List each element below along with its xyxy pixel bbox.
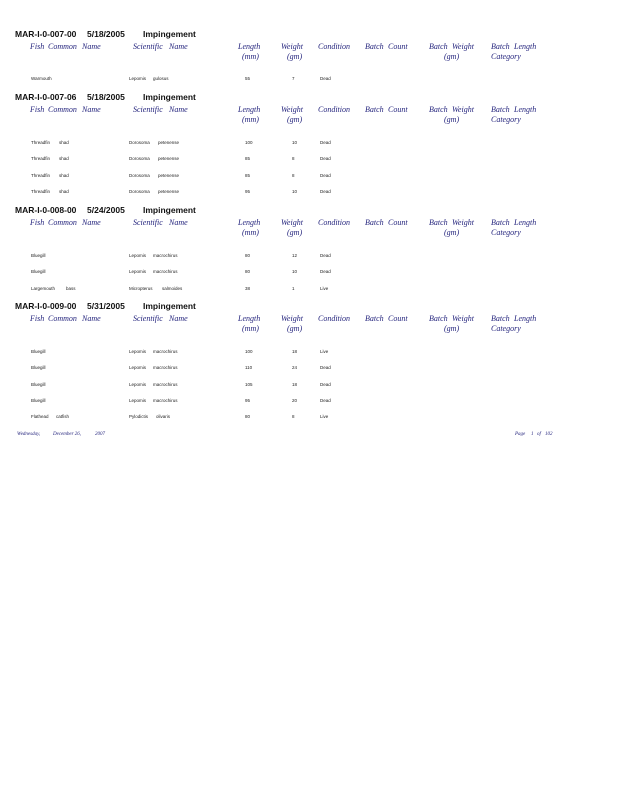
common-name-cell: Flathead	[31, 414, 49, 420]
condition-cell: Dead	[320, 172, 331, 178]
col-scientific-word: Scientific	[133, 218, 163, 227]
col-length-unit: (mm)	[242, 228, 259, 237]
condition-cell: Live	[320, 285, 329, 291]
col-batch-length-word: Length	[514, 218, 537, 227]
col-batch-word: Batch	[365, 105, 384, 114]
col-sci-name-word: Name	[169, 218, 188, 227]
weight-cell: 1	[292, 285, 295, 291]
col-count-word: Count	[388, 105, 408, 114]
scientific-genus-cell: Lepomis	[129, 76, 147, 81]
footer-day: Wednesday,	[17, 432, 41, 437]
col-weight-unit: (gm)	[287, 52, 303, 61]
scientific-genus-cell: Micropterus	[129, 285, 153, 291]
col-batch-weight-word: Weight	[452, 105, 474, 114]
col-batch-word: Batch	[365, 218, 384, 227]
scientific-species-cell: macrochirus	[153, 397, 178, 403]
footer-month-day: December 26,	[53, 432, 82, 437]
table-row	[0, 349, 618, 359]
common-name-cell: Threadfin	[31, 156, 51, 162]
report-section	[0, 29, 618, 92]
col-batch-w-word: Batch	[429, 105, 448, 114]
scientific-species-cell: macrochirus	[153, 349, 178, 354]
scientific-species-cell: macrochirus	[153, 381, 178, 387]
col-weight-unit: (gm)	[287, 324, 303, 333]
col-name-word: Name	[82, 105, 101, 114]
table-row	[0, 382, 618, 392]
col-common-word: Common	[48, 42, 77, 51]
scientific-genus-cell: Lepomis	[129, 349, 147, 354]
col-common-word: Common	[48, 105, 77, 114]
sample-type: Impingement	[143, 205, 196, 215]
col-length-word: Length	[238, 42, 261, 51]
col-length-word: Length	[238, 218, 261, 227]
table-row	[0, 156, 618, 166]
common-name-cell-2: bass	[66, 285, 76, 291]
col-fish-word: Fish	[30, 314, 45, 323]
weight-cell: 8	[292, 172, 295, 178]
sample-id: MAR-I-0-007-06	[15, 92, 77, 102]
length-cell: 80	[245, 269, 251, 275]
table-row	[0, 398, 618, 408]
col-batch-weight-word: Weight	[452, 218, 474, 227]
common-name-cell: Warmouth	[31, 76, 52, 81]
scientific-species-cell: macrochirus	[153, 253, 178, 258]
scientific-genus-cell: Lepomis	[129, 365, 147, 371]
table-row	[0, 414, 618, 424]
common-name-cell: Threadfin	[31, 140, 51, 145]
col-length-unit: (mm)	[242, 324, 259, 333]
scientific-species-cell: macrochirus	[153, 269, 178, 275]
common-name-cell: Bluegill	[31, 365, 46, 371]
sample-date: 5/18/2005	[87, 29, 125, 39]
scientific-genus-cell: Lepomis	[129, 381, 147, 387]
col-length-word: Length	[238, 314, 261, 323]
condition-cell: Live	[320, 414, 329, 420]
table-row	[0, 253, 618, 263]
sample-type: Impingement	[143, 301, 196, 311]
table-row	[0, 140, 618, 150]
col-sci-name-word: Name	[169, 42, 188, 51]
col-weight-word: Weight	[281, 314, 303, 323]
col-length-unit: (mm)	[242, 52, 259, 61]
scientific-genus-cell: Lepomis	[129, 253, 147, 258]
table-row	[0, 269, 618, 279]
col-batch-l-word: Batch	[491, 218, 510, 227]
col-condition: Condition	[318, 42, 351, 51]
report-section	[0, 92, 618, 205]
col-length-unit: (mm)	[242, 115, 259, 124]
scientific-genus-cell: Dorosoma	[129, 156, 150, 162]
scientific-species-cell: gulosus	[153, 76, 169, 81]
length-cell: 100	[245, 140, 253, 145]
col-fish-word: Fish	[30, 42, 45, 51]
col-batch-weight-word: Weight	[452, 42, 474, 51]
condition-cell: Dead	[320, 156, 331, 162]
scientific-genus-cell: Lepomis	[129, 397, 147, 403]
scientific-genus-cell: Dorosoma	[129, 172, 150, 178]
length-cell: 80	[245, 253, 251, 258]
col-batch-weight-word: Weight	[452, 314, 474, 323]
sample-type: Impingement	[143, 29, 196, 39]
weight-cell: 8	[292, 414, 295, 420]
col-batch-w-word: Batch	[429, 42, 448, 51]
length-cell: 105	[245, 381, 253, 387]
sample-type: Impingement	[143, 92, 196, 102]
col-batch-weight-unit: (gm)	[444, 52, 460, 61]
col-batch-l-word: Batch	[491, 105, 510, 114]
footer-page-num: 1	[531, 432, 534, 437]
col-batch-weight-unit: (gm)	[444, 228, 460, 237]
weight-cell: 10	[292, 188, 298, 194]
footer-of-label: of	[537, 432, 541, 437]
common-name-cell: Bluegill	[31, 253, 46, 258]
col-batch-category-word: Category	[491, 52, 521, 61]
sample-date: 5/31/2005	[87, 301, 125, 311]
weight-cell: 18	[292, 349, 298, 354]
scientific-genus-cell: Pylodictis	[129, 414, 149, 420]
footer-year: 2007	[95, 432, 105, 437]
weight-cell: 10	[292, 140, 298, 145]
length-cell: 95	[245, 188, 251, 194]
sample-id: MAR-I-0-007-00	[15, 29, 77, 39]
footer-page-label: Page	[515, 432, 526, 437]
col-condition: Condition	[318, 218, 351, 227]
length-cell: 80	[245, 414, 251, 420]
condition-cell: Dead	[320, 253, 331, 258]
report-section	[0, 301, 618, 431]
col-condition: Condition	[318, 105, 351, 114]
col-common-word: Common	[48, 218, 77, 227]
length-cell: 38	[245, 285, 251, 291]
scientific-species-cell: macrochirus	[153, 365, 178, 371]
table-row	[0, 286, 618, 296]
table-row	[0, 189, 618, 199]
col-name-word: Name	[82, 42, 101, 51]
col-weight-unit: (gm)	[287, 228, 303, 237]
length-cell: 95	[245, 397, 251, 403]
footer-page-total: 102	[545, 432, 553, 437]
col-batch-category-word: Category	[491, 324, 521, 333]
scientific-genus-cell: Dorosoma	[129, 140, 150, 145]
condition-cell: Dead	[320, 76, 331, 81]
scientific-species-cell: petenense	[158, 140, 180, 145]
col-batch-w-word: Batch	[429, 314, 448, 323]
col-weight-word: Weight	[281, 105, 303, 114]
col-weight-word: Weight	[281, 218, 303, 227]
col-batch-w-word: Batch	[429, 218, 448, 227]
weight-cell: 24	[292, 365, 298, 371]
col-batch-weight-unit: (gm)	[444, 324, 460, 333]
col-count-word: Count	[388, 42, 408, 51]
length-cell: 85	[245, 172, 251, 178]
length-cell: 85	[245, 156, 251, 162]
col-batch-category-word: Category	[491, 228, 521, 237]
common-name-cell: Bluegill	[31, 381, 46, 387]
col-batch-word: Batch	[365, 42, 384, 51]
col-batch-word: Batch	[365, 314, 384, 323]
scientific-species-cell: petenense	[158, 188, 180, 194]
sample-id: MAR-I-0-009-00	[15, 301, 77, 311]
condition-cell: Dead	[320, 188, 331, 194]
col-scientific-word: Scientific	[133, 105, 163, 114]
col-batch-length-word: Length	[514, 42, 537, 51]
scientific-genus-cell: Lepomis	[129, 269, 147, 275]
sample-date: 5/24/2005	[87, 205, 125, 215]
weight-cell: 20	[292, 397, 298, 403]
weight-cell: 18	[292, 381, 298, 387]
condition-cell: Dead	[320, 140, 331, 145]
condition-cell: Dead	[320, 269, 331, 275]
col-scientific-word: Scientific	[133, 314, 163, 323]
condition-cell: Dead	[320, 397, 331, 403]
col-fish-word: Fish	[30, 105, 45, 114]
scientific-species-cell: petenense	[158, 172, 180, 178]
table-row	[0, 173, 618, 183]
col-length-word: Length	[238, 105, 261, 114]
col-sci-name-word: Name	[169, 105, 188, 114]
weight-cell: 12	[292, 253, 298, 258]
col-batch-length-word: Length	[514, 314, 537, 323]
col-weight-word: Weight	[281, 42, 303, 51]
col-count-word: Count	[388, 314, 408, 323]
common-name-cell-2: shad	[59, 172, 69, 178]
weight-cell: 7	[292, 76, 295, 81]
common-name-cell: Threadfin	[31, 188, 51, 194]
weight-cell: 10	[292, 269, 298, 275]
common-name-cell: Threadfin	[31, 172, 51, 178]
col-name-word: Name	[82, 314, 101, 323]
common-name-cell: Largemouth	[31, 285, 56, 291]
common-name-cell: Bluegill	[31, 349, 46, 354]
col-condition: Condition	[318, 314, 351, 323]
col-weight-unit: (gm)	[287, 115, 303, 124]
sample-id: MAR-I-0-008-00	[15, 205, 77, 215]
report-section	[0, 205, 618, 302]
weight-cell: 8	[292, 156, 295, 162]
scientific-species-cell: salmoides	[162, 285, 183, 291]
scientific-species-cell: olivaris	[156, 414, 171, 420]
col-sci-name-word: Name	[169, 314, 188, 323]
common-name-cell: Bluegill	[31, 269, 46, 275]
table-row	[0, 365, 618, 375]
col-fish-word: Fish	[30, 218, 45, 227]
condition-cell: Dead	[320, 365, 331, 371]
condition-cell: Live	[320, 349, 329, 354]
common-name-cell-2: shad	[59, 140, 69, 145]
col-name-word: Name	[82, 218, 101, 227]
sample-date: 5/18/2005	[87, 92, 125, 102]
condition-cell: Dead	[320, 381, 331, 387]
length-cell: 110	[245, 365, 253, 371]
common-name-cell-2: catfish	[56, 414, 70, 420]
length-cell: 55	[245, 76, 251, 81]
col-common-word: Common	[48, 314, 77, 323]
common-name-cell: Bluegill	[31, 397, 46, 403]
common-name-cell-2: shad	[59, 156, 69, 162]
col-scientific-word: Scientific	[133, 42, 163, 51]
col-count-word: Count	[388, 218, 408, 227]
col-batch-l-word: Batch	[491, 42, 510, 51]
length-cell: 100	[245, 349, 253, 354]
col-batch-l-word: Batch	[491, 314, 510, 323]
col-batch-length-word: Length	[514, 105, 537, 114]
col-batch-category-word: Category	[491, 115, 521, 124]
scientific-species-cell: petenense	[158, 156, 180, 162]
col-batch-weight-unit: (gm)	[444, 115, 460, 124]
scientific-genus-cell: Dorosoma	[129, 188, 150, 194]
common-name-cell-2: shad	[59, 188, 69, 194]
table-row	[0, 76, 618, 86]
